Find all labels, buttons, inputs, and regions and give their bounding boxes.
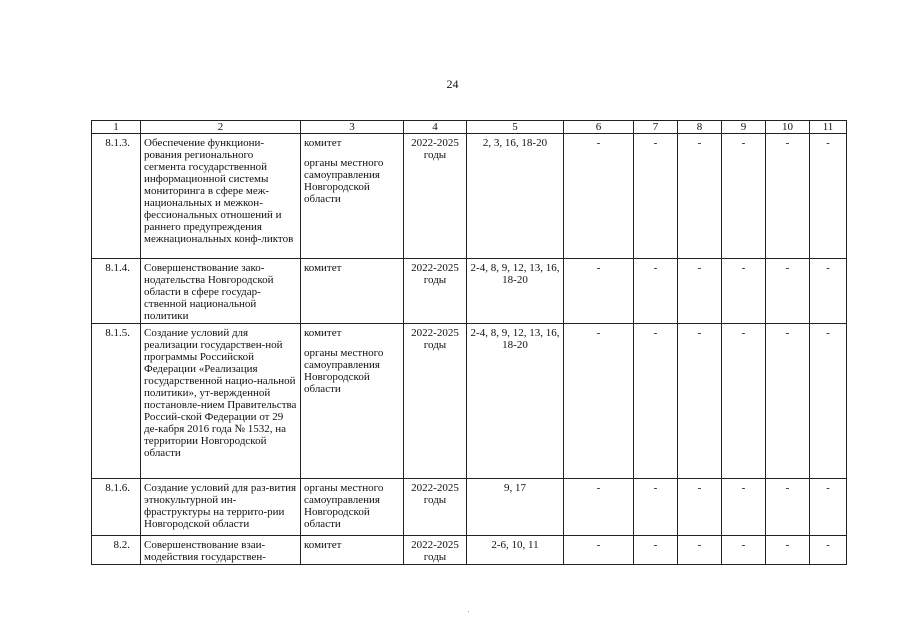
cell-11: - xyxy=(810,134,847,259)
item-executor xyxy=(301,134,404,259)
item-target: 2-4, 8, 9, 12, 13, 16, 18-20 xyxy=(467,324,564,479)
item-target: 9, 17 xyxy=(467,479,564,536)
executor-line: комитет xyxy=(304,539,342,551)
table-row xyxy=(92,324,847,479)
item-name: Создание условий для реализации государствен-ной программы Российской Федерации «Реализация государственной нацио-нальной политики», ут-вержденной постановле-нием Правительства Россий-ской Федерации от 29 де-кабря 2016 года № 1532, на территории Новгородской области xyxy=(141,324,301,479)
cell-8: - xyxy=(678,536,722,565)
cell-8: - xyxy=(678,134,722,259)
cell-11: - xyxy=(810,536,847,565)
item-name: Создание условий для раз-вития этнокультурной ин-фраструктуры на террито-рии Новгородской области xyxy=(141,479,301,536)
cell-7: - xyxy=(634,324,678,479)
executor-line: комитет xyxy=(304,137,342,149)
page-number: 24 xyxy=(446,77,459,91)
item-number: 8.2. xyxy=(92,536,141,565)
item-executor xyxy=(301,536,404,565)
item-term: 2022-2025 годы xyxy=(404,259,467,324)
item-target: 2-4, 8, 9, 12, 13, 16, 18-20 xyxy=(467,259,564,324)
item-term: 2022-2025 годы xyxy=(404,479,467,536)
cell-7: - xyxy=(634,259,678,324)
cell-6: - xyxy=(564,479,634,536)
column-header: 7 xyxy=(634,121,678,134)
cell-10: - xyxy=(766,536,810,565)
plan-table xyxy=(91,120,847,565)
item-name: Обеспечение функциони-рования регионального сегмента государственной информационной системы мониторинга в сфере меж-национальных и межкон-фессиональных отношений и раннего предупреждения межнациональных конф-ликтов xyxy=(141,134,301,259)
item-name: Совершенствование взаи-модействия государствен- xyxy=(141,536,301,565)
cell-7: - xyxy=(634,134,678,259)
item-executor xyxy=(301,479,404,536)
item-term: 2022-2025 годы xyxy=(404,324,467,479)
cell-8: - xyxy=(678,479,722,536)
cell-10: - xyxy=(766,479,810,536)
executor-line: комитет xyxy=(304,262,342,274)
column-header: 2 xyxy=(141,121,301,134)
cell-10: - xyxy=(766,134,810,259)
column-header: 11 xyxy=(810,121,847,134)
cell-6: - xyxy=(564,324,634,479)
executor-line: органы местного самоуправления Новгородской области xyxy=(304,157,384,205)
item-target: 2, 3, 16, 18-20 xyxy=(467,134,564,259)
cell-6: - xyxy=(564,536,634,565)
column-header: 6 xyxy=(564,121,634,134)
item-name: Совершенствование зако-нодательства Новгородской области в сфере государ-ственной национальной политики xyxy=(141,259,301,324)
column-header: 9 xyxy=(722,121,766,134)
item-number: 8.1.6. xyxy=(92,479,141,536)
executor-line: органы местного самоуправления Новгородской области xyxy=(304,347,384,395)
table-row xyxy=(92,259,847,324)
item-term: 2022-2025 годы xyxy=(404,536,467,565)
executor-line: комитет xyxy=(304,327,342,339)
column-header: 4 xyxy=(404,121,467,134)
cell-9: - xyxy=(722,134,766,259)
column-header: 3 xyxy=(301,121,404,134)
cell-10: - xyxy=(766,324,810,479)
cell-8: - xyxy=(678,324,722,479)
item-number: 8.1.5. xyxy=(92,324,141,479)
cell-6: - xyxy=(564,259,634,324)
cell-8: - xyxy=(678,259,722,324)
column-header: 5 xyxy=(467,121,564,134)
item-term: 2022-2025 годы xyxy=(404,134,467,259)
item-target: 2-6, 10, 11 xyxy=(467,536,564,565)
cell-11: - xyxy=(810,324,847,479)
table-row xyxy=(92,134,847,259)
cell-9: - xyxy=(722,259,766,324)
scan-speck xyxy=(468,611,469,612)
item-number: 8.1.3. xyxy=(92,134,141,259)
table-row xyxy=(92,536,847,565)
column-header: 8 xyxy=(678,121,722,134)
cell-10: - xyxy=(766,259,810,324)
cell-6: - xyxy=(564,134,634,259)
cell-9: - xyxy=(722,324,766,479)
cell-7: - xyxy=(634,536,678,565)
item-executor xyxy=(301,259,404,324)
cell-11: - xyxy=(810,259,847,324)
table-row xyxy=(92,479,847,536)
executor-line: органы местного самоуправления Новгородской области xyxy=(304,482,384,530)
column-header: 1 xyxy=(92,121,141,134)
cell-11: - xyxy=(810,479,847,536)
item-number: 8.1.4. xyxy=(92,259,141,324)
column-header: 10 xyxy=(766,121,810,134)
header-row xyxy=(92,121,847,134)
cell-9: - xyxy=(722,536,766,565)
item-executor xyxy=(301,324,404,479)
cell-7: - xyxy=(634,479,678,536)
cell-9: - xyxy=(722,479,766,536)
